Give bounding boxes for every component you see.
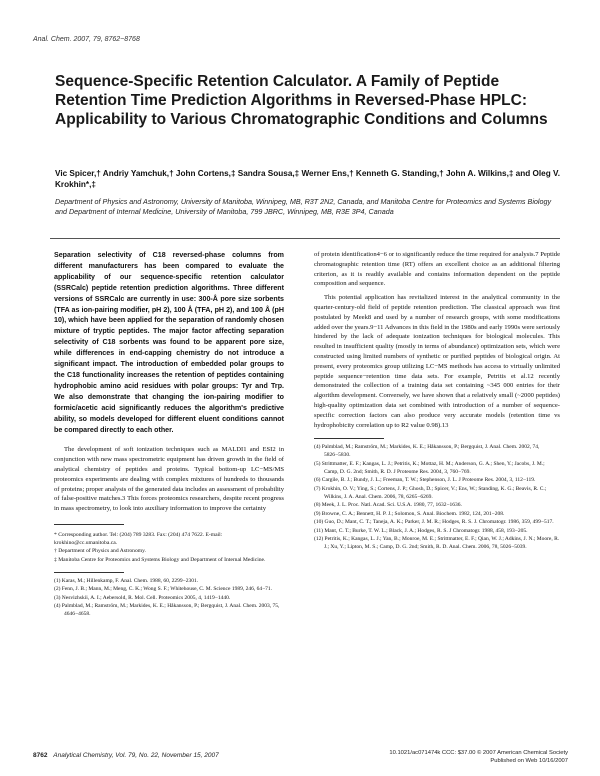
left-body-paragraph: The development of soft ionization techniques such as MALDI1 and ESI2 in conjunction with new mass spectrometric equipment has driven growth in the field of analytical chemistry of peptides and proteins. Typical bottom-up LC−MS/MS proteomics experiments are dealing with complex mixtures of hundreds to thousands of proteins; proper analysis of the generated data includes an assessment of probability of false-positive matches.3 This forces proteomics researchers, despite recent progress in mass spectrometry, to look into auxiliary information to improve the certainty [54,446,284,513]
page-number: 8762 [33,752,48,759]
references-divider [54,572,124,573]
journal-issue: Analytical Chemistry, Vol. 79, No. 22, November 15, 2007 [53,752,219,759]
reference-item: (11) Mant, C. T.; Burke, T. W. L.; Black, J. A.; Hodges, R. S. J Chromatogr. 1988, 458, 193−205. [314,527,528,534]
reference-item: (2) Fenn, J. B.; Mann, M.; Meng, C. K.; Wong S. F.; Whitehouse, C. M. Science 1989, 246, 64−71. [54,586,273,593]
reference-item: (4) Palmblad, M.; Ramström, M.; Markides, K. E.; Håkansson, P.; Bergquist, J. Anal. Chem. 2003, 75, 4646−4658. [54,603,280,618]
right-body-paragraph: This potential application has revitalized interest in the analytical community in the quarter-century-old field of peptide retention prediction. The classical approach was first postulated by Meek8 and used by a number of research groups, with some modifications added over the years.9−11 Advances in this field in the 1980s and early 1990s were seriously hindered by the lack of adequate ionization techniques for biological molecules. This resulted in insufficient quality (mostly in terms of abundance) optimization sets, which were constructed using limited numbers of synthetic or purified peptides of biological origin. At present, every proteomics group utilizing LC−MS methods has access to virtually unlimited peptide sequence−retention time data sets. For example, Petritis et al.12 recently demonstrated the collection of a training data set containing ~345 000 entries for their algorithm development. Conversely, we have shown that a relatively small (~2000 peptides) high-quality optimization data set combined with introduction of a number of sequence-specific correction factors can also produce very accurate models (retention time vs hydrophobicity correlation up to R2 value 0.98).13 [314,294,560,429]
reference-item: (1) Karas, M.; Hillenkamp, F. Anal. Chem. 1988, 60, 2299−2301. [54,577,199,584]
left-column [54,250,284,619]
reference-item: (5) Strittmatter, E. F.; Kangas, L. J.; Petritis, K.; Mottaz, H. M.; Anderson, G. A.; Shen, Y.; Jacobs, J. M.; Camp, D. G. 2nd; Smith, R. D. J Proteome Res. 2004, 3, 760−769. [314,460,545,475]
affiliation: Department of Physics and Astronomy, University of Manitoba, Winnipeg, MB, R3T 2N2, Canada, and Manitoba Centre for Proteomics and Systems Biology and Department of Internal Medicine, University of Manitoba, 799 JBRC, Winnipeg, MB, R3E 3P4, Canada [55,197,552,216]
abstract: Separation selectivity of C18 reversed-phase columns from different manufacturers has been compared to evaluate the applicability of our sequence-specific retention calculator (SSRCalc) peptide retention prediction algorithms. Three different versions of SSRCalc are currently in use: 300-Å pore size sorbents (TFA as ion-pairing modifier, pH 2), 100 Å (TFA, pH 2), and 100 Å (pH 10), which have been applied for the separation of randomly chosen mixture of tryptic peptides. The major factor affecting separation selectivity of C18 sorbents was found to be apparent pore size, while differences in end-capping chemistry do not introduce a significant impact. The introduction of embedded polar groups to the C18 functionality increases the retention of peptides containing hydrophobic amino acid residues with polar groups: Tyr and Trp. We also demonstrate that changing the ion-pairing modifier to formic/acetic acid significantly reduces the algorithm's predictive ability, so models developed for different eluent conditions cannot be compared directly to each other. [54,251,284,434]
footnote-divider [54,524,124,525]
footnote-double-dagger: ‡ Manitoba Centre for Proteomics and Systems Biology and Department of Internal Medicine. [54,556,266,563]
right-body-paragraph: of protein identification4−6 or to significantly reduce the time required for analysis.7 Peptide chromatographic retention time (RT) offers an excellent choice as an additional filtering criterion, as it is readily available and contains information dependent on the peptide composition and sequence. [314,251,560,288]
page-footer-right [336,749,568,765]
left-references [54,577,284,619]
doi-price: 10.1021/ac071474k CCC: $37.00 © 2007 American Chemical Society [389,750,568,756]
page-footer-left [33,752,219,759]
right-column [314,250,560,552]
footnotes [54,531,284,564]
references-divider [314,438,384,439]
paper-title: Sequence-Specific Retention Calculator. A Family of Peptide Retention Time Prediction Algorithms in Reversed-Phase HPLC: Applicability to Various Chromatographic Conditions and Columns [55,73,548,128]
header-divider [50,238,560,239]
journal-reference: Anal. Chem. 2007, 79, 8762−8768 [33,36,140,43]
author-list: Vic Spicer,† Andriy Yamchuk,† John Cortens,‡ Sandra Sousa,‡ Werner Ens,† Kenneth G. Standing,† John A. Wilkins,‡ and Oleg V. Krokhin*,‡ [55,169,560,189]
published-date: Published on Web 10/16/2007 [490,758,568,764]
reference-item: (9) Browne, C. A.; Bennett, H. P. J.; Solomon, S. Anal. Biochem. 1982, 124, 201−208. [314,510,505,517]
right-references [314,443,560,551]
reference-item: (7) Krokhin, O. V.; Ying, S.; Cortens, J. P.; Ghosh, D.; Spicer, V.; Ens, W.; Standing, K. G.; Beavis, R. C.; Wilkins, J. A. Anal. Chem. 2006, 78, 6265−6269. [314,485,547,500]
reference-item: (4) Palmblad, M.; Ramström, M.; Markides, K. E.; Håkansson, P.; Bergquist, J. Anal. Chem. 2002, 74, 5826−5830. [314,444,540,459]
reference-item: (6) Cargile, B. J.; Bundy, J. L.; Freeman, T. W.; Stephenson, J. L. J Proteome Res. 2004, 3, 112−119. [314,477,536,484]
reference-item: (10) Guo, D.; Mant, C. T.; Taneja, A. K.; Parker, J. M. R.; Hodges, R. S. J. Chromatogr. 1986, 359, 499−517. [314,519,554,526]
reference-item: (3) Nesvizhskii, A. I.; Aebersold, R. Mol. Cell. Proteomics 2005, 4, 1419−1440. [54,594,231,601]
footnote-corresponding: * Corresponding author. Tel: (204) 789 3283. Fax: (204) 474 7622. E-mail: krokhino@cc.umanitoba.ca. [54,531,223,547]
reference-item: (12) Petritis, K.; Kangas, L. J.; Yan, B.; Monroe, M. E.; Strittmatter, E. F.; Qian, W. J.; Adkins, J. N.; Moore, R. J.; Xu, Y.; Lipton, M. S.; Camp, D. G. 2nd; Smith, R. D. Anal. Chem. 2006, 78, 5026−5039. [314,536,560,551]
reference-item: (8) Meek, J. L. Proc. Natl. Acad. Sci. U.S.A. 1980, 77, 1632−1636. [314,502,462,509]
footnote-dagger: † Department of Physics and Astronomy. [54,548,146,555]
